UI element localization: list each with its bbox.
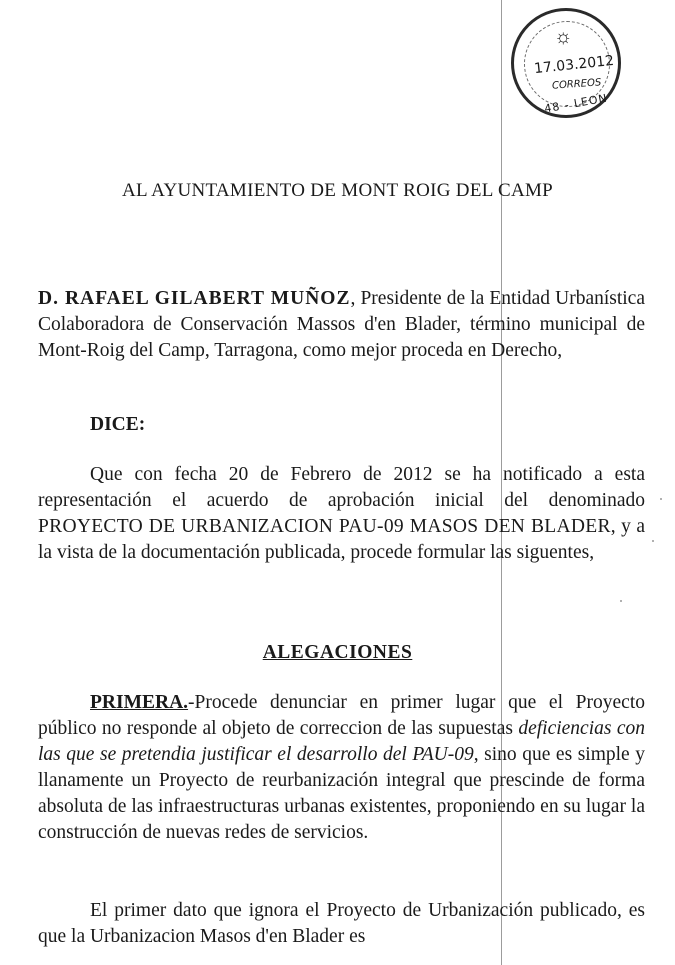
post-horn-icon: ☼ <box>554 26 573 48</box>
alegaciones-heading <box>0 640 675 666</box>
postmark-date: 17.03.2012 <box>533 52 615 78</box>
primera-label: PRIMERA. <box>90 692 189 713</box>
scan-speck <box>652 540 654 542</box>
document-title: AL AYUNTAMIENTO DE MONT ROIG DEL CAMP <box>121 180 554 201</box>
notification-text-1: Que con fecha 20 de Febrero de 2012 se ha notificado a esta representación el acuerdo de aprobación inicial del denominado <box>38 464 645 511</box>
notification-paragraph <box>38 462 645 566</box>
intro-text: , Presidente de la Entidad Urbanística Colaboradora de Conservación Massos d'en Blader, término municipal de Mont-Roig del Camp, Tarragona, como mejor proceda en Derecho, <box>38 288 645 361</box>
scan-speck <box>660 498 662 500</box>
intro-paragraph <box>38 286 645 364</box>
project-name: PROYECTO DE URBANIZACION PAU-09 MASOS DEN BLADER <box>38 516 611 537</box>
postmark-organization: CORREOS <box>551 77 602 92</box>
scan-speck <box>620 600 622 602</box>
notification-text-2: , y a la vista de la documentación publicada, procede formular las siguentes, <box>38 516 645 563</box>
postmark-stamp <box>511 8 621 118</box>
dice-heading <box>90 412 390 438</box>
dice-label: DICE: <box>90 414 146 435</box>
primera-text-1: -Procede denunciar en primer lugar que el Proyecto público no responde al objeto de correccion de las supuestas <box>38 692 645 739</box>
primera-text-2: , sino que es simple y llanamente un Proyecto de reurbanización integral que prescinde de forma absoluta de las infraestructuras urbanas existentes, proponiendo en su lugar la construcción de nuevas redes de servicios. <box>38 744 645 843</box>
primera-paragraph <box>38 690 645 846</box>
petitioner-name: D. RAFAEL GILABERT MUÑOZ <box>38 288 351 309</box>
alegaciones-label: ALEGACIONES <box>262 642 413 663</box>
postmark-office: 48 - LEON <box>543 91 609 116</box>
last-paragraph: El primer dato que ignora el Proyecto de Urbanización publicado, es que la Urbanizacion Masos d'en Blader es <box>38 900 645 947</box>
primera-italic: deficiencias con las que se pretendia justificar el desarrollo del PAU-09 <box>38 718 645 765</box>
